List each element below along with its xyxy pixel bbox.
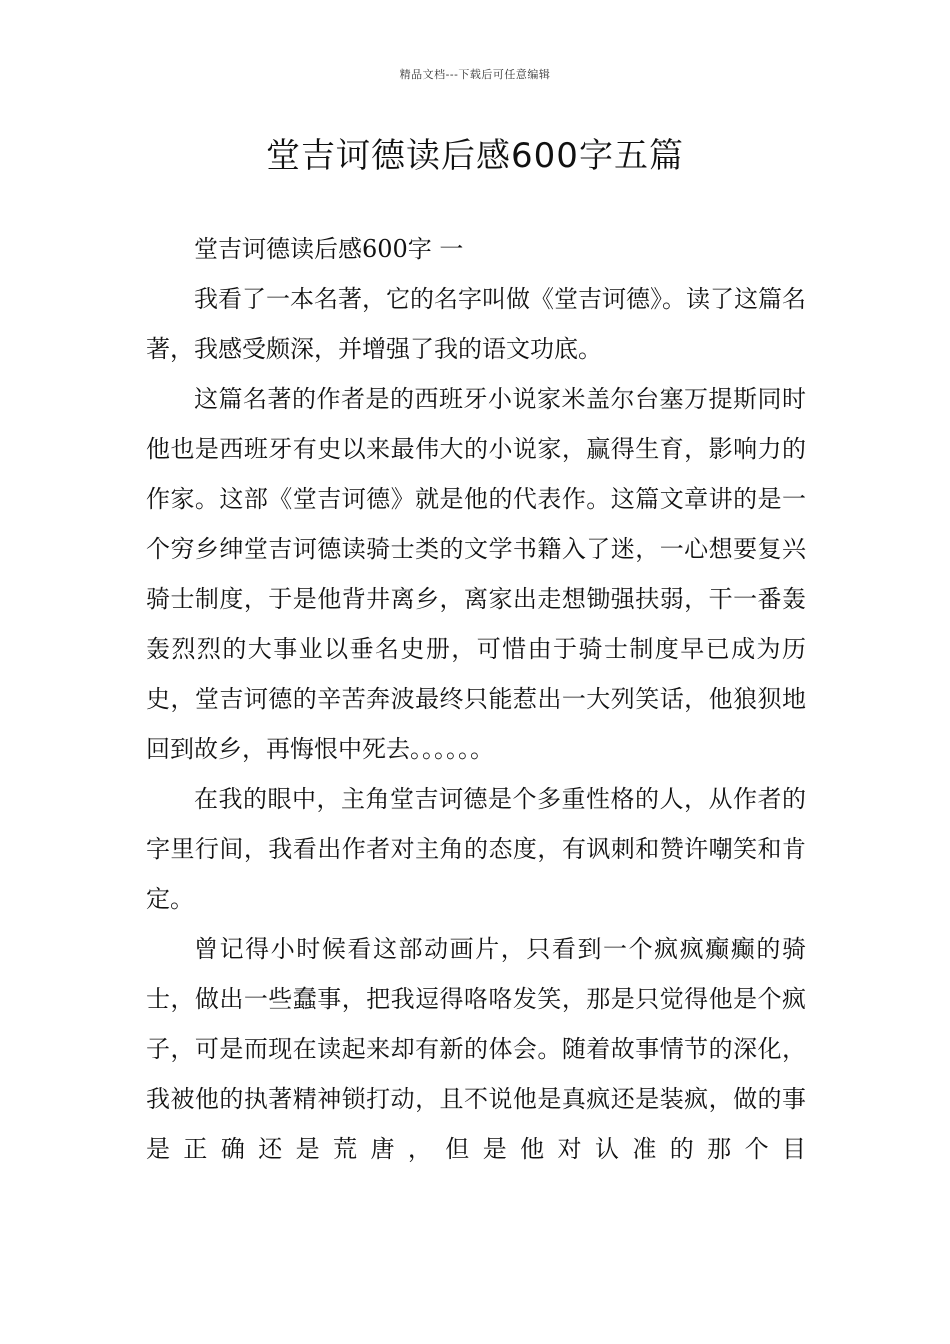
paragraph-2: 这篇名著的作者是的西班牙小说家米盖尔台塞万提斯同时他也是西班牙有史以来最伟大的小说家，赢得生育，影响力的作家。这部《堂吉诃德》就是他的代表作。这篇文章讲的是一个穷乡绅堂吉诃德读骑士类的文学书籍入了迷，一心想要复兴骑士制度，于是他背井离乡，离家出走想锄强扶弱，干一番轰轰烈烈的大事业以垂名史册，可惜由于骑士制度早已成为历史，堂吉诃德的辛苦奔波最终只能惹出一大列笑话，他狼狈地回到故乡，再悔恨中死去。。。。。。 bbox=[146, 385, 806, 763]
paragraph-3: 在我的眼中，主角堂吉诃德是个多重性格的人，从作者的字里行间，我看出作者对主角的态度，有讽刺和赞许嘲笑和肯定。 bbox=[146, 785, 806, 913]
section-heading: 堂吉诃德读后感600字 一 bbox=[194, 235, 464, 263]
header-note: 精品文档---下载后可任意编辑 bbox=[399, 68, 551, 81]
document-body bbox=[146, 224, 806, 1174]
paragraph-1: 我看了一本名著，它的名字叫做《堂吉诃德》。读了这篇名著，我感受颇深，并增强了我的语文功底。 bbox=[146, 285, 806, 363]
document-title: 堂吉诃德读后感600字五篇 bbox=[266, 136, 684, 176]
paragraph-4: 曾记得小时候看这部动画片，只看到一个疯疯癫癫的骑士，做出一些蠢事，把我逗得咯咯发笑，那是只觉得他是个疯子，可是而现在读起来却有新的体会。随着故事情节的深化，我被他的执著精神锁打动，且不说他是真疯还是装疯，做的事是正确还是荒唐，但是他对认准的那个目 bbox=[146, 935, 806, 1163]
